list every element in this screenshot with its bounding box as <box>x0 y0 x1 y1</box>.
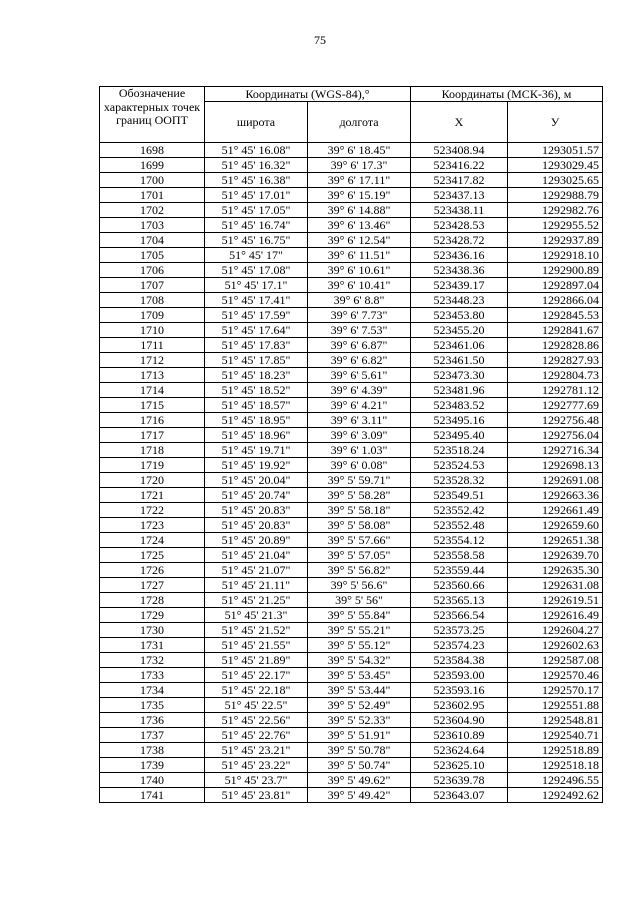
cell-x-coordinate: 523448.23 <box>411 293 508 308</box>
header-row-top <box>100 87 603 102</box>
cell-longitude: 39° 6' 5.61" <box>308 368 411 383</box>
cell-latitude: 51° 45' 17.64" <box>205 323 308 338</box>
table-row <box>100 173 603 188</box>
cell-point-id: 1733 <box>100 668 205 683</box>
table-row <box>100 563 603 578</box>
cell-point-id: 1732 <box>100 653 205 668</box>
cell-point-id: 1741 <box>100 788 205 803</box>
cell-latitude: 51° 45' 21.07" <box>205 563 308 578</box>
cell-point-id: 1707 <box>100 278 205 293</box>
cell-x-coordinate: 523573.25 <box>411 623 508 638</box>
cell-x-coordinate: 523495.16 <box>411 413 508 428</box>
cell-point-id: 1700 <box>100 173 205 188</box>
cell-x-coordinate: 523408.94 <box>411 143 508 158</box>
cell-longitude: 39° 6' 0.08" <box>308 458 411 473</box>
cell-x-coordinate: 523560.66 <box>411 578 508 593</box>
cell-point-id: 1701 <box>100 188 205 203</box>
cell-point-id: 1719 <box>100 458 205 473</box>
cell-latitude: 51° 45' 17.41" <box>205 293 308 308</box>
header-longitude: долгота <box>308 102 411 143</box>
cell-latitude: 51° 45' 21.11" <box>205 578 308 593</box>
header-latitude: широта <box>205 102 308 143</box>
cell-y-coordinate: 1292540.71 <box>508 728 603 743</box>
cell-longitude: 39° 5' 55.84" <box>308 608 411 623</box>
cell-y-coordinate: 1292570.17 <box>508 683 603 698</box>
cell-latitude: 51° 45' 18.52" <box>205 383 308 398</box>
cell-latitude: 51° 45' 17.05" <box>205 203 308 218</box>
cell-x-coordinate: 523436.16 <box>411 248 508 263</box>
cell-latitude: 51° 45' 20.83" <box>205 503 308 518</box>
cell-latitude: 51° 45' 21.25" <box>205 593 308 608</box>
cell-point-id: 1736 <box>100 713 205 728</box>
cell-longitude: 39° 6' 6.82" <box>308 353 411 368</box>
cell-y-coordinate: 1292518.18 <box>508 758 603 773</box>
cell-point-id: 1721 <box>100 488 205 503</box>
table-row <box>100 368 603 383</box>
table-row <box>100 293 603 308</box>
cell-latitude: 51° 45' 20.04" <box>205 473 308 488</box>
cell-point-id: 1711 <box>100 338 205 353</box>
cell-longitude: 39° 5' 58.28" <box>308 488 411 503</box>
cell-longitude: 39° 5' 50.74" <box>308 758 411 773</box>
cell-y-coordinate: 1292781.12 <box>508 383 603 398</box>
cell-x-coordinate: 523625.10 <box>411 758 508 773</box>
cell-x-coordinate: 523428.53 <box>411 218 508 233</box>
cell-x-coordinate: 523483.52 <box>411 398 508 413</box>
cell-point-id: 1737 <box>100 728 205 743</box>
cell-longitude: 39° 5' 57.66" <box>308 533 411 548</box>
cell-point-id: 1716 <box>100 413 205 428</box>
cell-latitude: 51° 45' 17" <box>205 248 308 263</box>
cell-point-id: 1714 <box>100 383 205 398</box>
cell-y-coordinate: 1292937.89 <box>508 233 603 248</box>
cell-longitude: 39° 5' 56.82" <box>308 563 411 578</box>
cell-x-coordinate: 523455.20 <box>411 323 508 338</box>
cell-x-coordinate: 523565.13 <box>411 593 508 608</box>
cell-latitude: 51° 45' 23.21" <box>205 743 308 758</box>
cell-point-id: 1735 <box>100 698 205 713</box>
cell-point-id: 1708 <box>100 293 205 308</box>
table-row <box>100 698 603 713</box>
cell-point-id: 1727 <box>100 578 205 593</box>
cell-x-coordinate: 523417.82 <box>411 173 508 188</box>
table-row <box>100 458 603 473</box>
cell-point-id: 1731 <box>100 638 205 653</box>
cell-y-coordinate: 1292619.51 <box>508 593 603 608</box>
table-row <box>100 728 603 743</box>
cell-x-coordinate: 523518.24 <box>411 443 508 458</box>
cell-longitude: 39° 5' 57.05" <box>308 548 411 563</box>
cell-longitude: 39° 5' 54.32" <box>308 653 411 668</box>
cell-x-coordinate: 523428.72 <box>411 233 508 248</box>
cell-point-id: 1710 <box>100 323 205 338</box>
cell-longitude: 39° 6' 1.03" <box>308 443 411 458</box>
table-row <box>100 308 603 323</box>
cell-point-id: 1723 <box>100 518 205 533</box>
table-row <box>100 593 603 608</box>
cell-x-coordinate: 523461.06 <box>411 338 508 353</box>
table-row <box>100 683 603 698</box>
cell-latitude: 51° 45' 17.1" <box>205 278 308 293</box>
cell-y-coordinate: 1292587.08 <box>508 653 603 668</box>
header-msk36: Координаты (МСК-36), м <box>411 87 603 102</box>
cell-x-coordinate: 523584.38 <box>411 653 508 668</box>
table-row <box>100 488 603 503</box>
cell-latitude: 51° 45' 16.32" <box>205 158 308 173</box>
cell-x-coordinate: 523593.16 <box>411 683 508 698</box>
cell-longitude: 39° 5' 50.78" <box>308 743 411 758</box>
cell-longitude: 39° 5' 52.49" <box>308 698 411 713</box>
table-row <box>100 548 603 563</box>
cell-point-id: 1698 <box>100 143 205 158</box>
table-row <box>100 413 603 428</box>
cell-longitude: 39° 6' 17.11" <box>308 173 411 188</box>
cell-latitude: 51° 45' 20.83" <box>205 518 308 533</box>
table-row <box>100 623 603 638</box>
cell-longitude: 39° 6' 10.61" <box>308 263 411 278</box>
cell-point-id: 1699 <box>100 158 205 173</box>
cell-x-coordinate: 523602.95 <box>411 698 508 713</box>
table-row <box>100 518 603 533</box>
cell-longitude: 39° 6' 3.11" <box>308 413 411 428</box>
cell-latitude: 51° 45' 18.57" <box>205 398 308 413</box>
cell-y-coordinate: 1292639.70 <box>508 548 603 563</box>
cell-x-coordinate: 523438.36 <box>411 263 508 278</box>
table-row <box>100 278 603 293</box>
table-row <box>100 578 603 593</box>
cell-latitude: 51° 45' 21.55" <box>205 638 308 653</box>
table-row <box>100 473 603 488</box>
header-point-designation: Обозначение характерных точек границ ООПТ <box>100 87 205 143</box>
cell-latitude: 51° 45' 23.22" <box>205 758 308 773</box>
cell-y-coordinate: 1292804.73 <box>508 368 603 383</box>
cell-longitude: 39° 5' 53.45" <box>308 668 411 683</box>
table-row <box>100 638 603 653</box>
cell-latitude: 51° 45' 17.01" <box>205 188 308 203</box>
cell-x-coordinate: 523559.44 <box>411 563 508 578</box>
cell-x-coordinate: 523639.78 <box>411 773 508 788</box>
table-row <box>100 788 603 803</box>
cell-longitude: 39° 6' 7.53" <box>308 323 411 338</box>
cell-x-coordinate: 523643.07 <box>411 788 508 803</box>
cell-x-coordinate: 523604.90 <box>411 713 508 728</box>
cell-longitude: 39° 6' 7.73" <box>308 308 411 323</box>
cell-latitude: 51° 45' 19.71" <box>205 443 308 458</box>
cell-y-coordinate: 1292635.30 <box>508 563 603 578</box>
header-x: X <box>411 102 508 143</box>
cell-latitude: 51° 45' 22.18" <box>205 683 308 698</box>
cell-longitude: 39° 5' 59.71" <box>308 473 411 488</box>
cell-latitude: 51° 45' 20.89" <box>205 533 308 548</box>
cell-longitude: 39° 6' 6.87" <box>308 338 411 353</box>
table-row <box>100 653 603 668</box>
cell-longitude: 39° 5' 56.6" <box>308 578 411 593</box>
cell-point-id: 1729 <box>100 608 205 623</box>
cell-longitude: 39° 6' 11.51" <box>308 248 411 263</box>
cell-y-coordinate: 1292716.34 <box>508 443 603 458</box>
cell-x-coordinate: 523439.17 <box>411 278 508 293</box>
cell-point-id: 1738 <box>100 743 205 758</box>
cell-point-id: 1722 <box>100 503 205 518</box>
cell-x-coordinate: 523558.58 <box>411 548 508 563</box>
cell-point-id: 1730 <box>100 623 205 638</box>
cell-y-coordinate: 1292918.10 <box>508 248 603 263</box>
cell-y-coordinate: 1292570.46 <box>508 668 603 683</box>
cell-y-coordinate: 1292841.67 <box>508 323 603 338</box>
cell-y-coordinate: 1292548.81 <box>508 713 603 728</box>
cell-longitude: 39° 5' 55.12" <box>308 638 411 653</box>
table-row <box>100 713 603 728</box>
cell-latitude: 51° 45' 21.52" <box>205 623 308 638</box>
cell-latitude: 51° 45' 21.3" <box>205 608 308 623</box>
cell-y-coordinate: 1292988.79 <box>508 188 603 203</box>
cell-x-coordinate: 523453.80 <box>411 308 508 323</box>
cell-y-coordinate: 1292492.62 <box>508 788 603 803</box>
cell-point-id: 1709 <box>100 308 205 323</box>
cell-longitude: 39° 5' 49.62" <box>308 773 411 788</box>
table-row <box>100 143 603 158</box>
cell-point-id: 1717 <box>100 428 205 443</box>
cell-y-coordinate: 1292551.88 <box>508 698 603 713</box>
cell-y-coordinate: 1292845.53 <box>508 308 603 323</box>
cell-longitude: 39° 5' 53.44" <box>308 683 411 698</box>
cell-longitude: 39° 6' 12.54" <box>308 233 411 248</box>
cell-latitude: 51° 45' 17.59" <box>205 308 308 323</box>
cell-point-id: 1703 <box>100 218 205 233</box>
cell-y-coordinate: 1292496.55 <box>508 773 603 788</box>
cell-point-id: 1728 <box>100 593 205 608</box>
cell-point-id: 1715 <box>100 398 205 413</box>
cell-point-id: 1726 <box>100 563 205 578</box>
cell-point-id: 1724 <box>100 533 205 548</box>
cell-x-coordinate: 523574.23 <box>411 638 508 653</box>
cell-latitude: 51° 45' 18.95" <box>205 413 308 428</box>
table-row <box>100 338 603 353</box>
cell-point-id: 1704 <box>100 233 205 248</box>
cell-latitude: 51° 45' 16.38" <box>205 173 308 188</box>
cell-y-coordinate: 1292518.89 <box>508 743 603 758</box>
table-row <box>100 263 603 278</box>
cell-longitude: 39° 5' 56" <box>308 593 411 608</box>
cell-y-coordinate: 1293051.57 <box>508 143 603 158</box>
cell-y-coordinate: 1292900.89 <box>508 263 603 278</box>
cell-latitude: 51° 45' 17.85" <box>205 353 308 368</box>
cell-x-coordinate: 523528.32 <box>411 473 508 488</box>
cell-y-coordinate: 1292691.08 <box>508 473 603 488</box>
cell-y-coordinate: 1292866.04 <box>508 293 603 308</box>
cell-latitude: 51° 45' 18.23" <box>205 368 308 383</box>
table-row <box>100 248 603 263</box>
coordinates-table <box>99 86 603 803</box>
cell-point-id: 1713 <box>100 368 205 383</box>
cell-y-coordinate: 1292616.49 <box>508 608 603 623</box>
cell-y-coordinate: 1292663.36 <box>508 488 603 503</box>
cell-x-coordinate: 523552.42 <box>411 503 508 518</box>
cell-longitude: 39° 6' 3.09" <box>308 428 411 443</box>
cell-x-coordinate: 523437.13 <box>411 188 508 203</box>
table-row <box>100 533 603 548</box>
cell-y-coordinate: 1292828.86 <box>508 338 603 353</box>
cell-x-coordinate: 523624.64 <box>411 743 508 758</box>
table-row <box>100 158 603 173</box>
cell-latitude: 51° 45' 21.04" <box>205 548 308 563</box>
cell-y-coordinate: 1292756.48 <box>508 413 603 428</box>
table-row <box>100 743 603 758</box>
table-row <box>100 428 603 443</box>
cell-latitude: 51° 45' 17.83" <box>205 338 308 353</box>
cell-y-coordinate: 1292631.08 <box>508 578 603 593</box>
cell-x-coordinate: 523610.89 <box>411 728 508 743</box>
cell-longitude: 39° 6' 8.8" <box>308 293 411 308</box>
table-row <box>100 203 603 218</box>
table-row <box>100 443 603 458</box>
cell-y-coordinate: 1292651.38 <box>508 533 603 548</box>
cell-x-coordinate: 523481.96 <box>411 383 508 398</box>
cell-y-coordinate: 1292827.93 <box>508 353 603 368</box>
cell-point-id: 1739 <box>100 758 205 773</box>
cell-point-id: 1705 <box>100 248 205 263</box>
table-row <box>100 188 603 203</box>
cell-point-id: 1740 <box>100 773 205 788</box>
cell-y-coordinate: 1293025.65 <box>508 173 603 188</box>
cell-y-coordinate: 1292602.63 <box>508 638 603 653</box>
cell-latitude: 51° 45' 16.75" <box>205 233 308 248</box>
cell-y-coordinate: 1292982.76 <box>508 203 603 218</box>
cell-latitude: 51° 45' 22.76" <box>205 728 308 743</box>
cell-latitude: 51° 45' 22.5" <box>205 698 308 713</box>
cell-point-id: 1706 <box>100 263 205 278</box>
header-wgs84: Координаты (WGS-84),° <box>205 87 411 102</box>
table-row <box>100 383 603 398</box>
cell-longitude: 39° 6' 15.19" <box>308 188 411 203</box>
cell-longitude: 39° 5' 51.91" <box>308 728 411 743</box>
table-row <box>100 398 603 413</box>
cell-latitude: 51° 45' 21.89" <box>205 653 308 668</box>
cell-longitude: 39° 6' 13.46" <box>308 218 411 233</box>
cell-x-coordinate: 523495.40 <box>411 428 508 443</box>
cell-y-coordinate: 1292897.04 <box>508 278 603 293</box>
table-row <box>100 668 603 683</box>
cell-x-coordinate: 523549.51 <box>411 488 508 503</box>
cell-y-coordinate: 1292661.49 <box>508 503 603 518</box>
cell-y-coordinate: 1292659.60 <box>508 518 603 533</box>
cell-latitude: 51° 45' 16.08" <box>205 143 308 158</box>
cell-longitude: 39° 5' 58.08" <box>308 518 411 533</box>
cell-latitude: 51° 45' 16.74" <box>205 218 308 233</box>
cell-latitude: 51° 45' 23.7" <box>205 773 308 788</box>
table-row <box>100 503 603 518</box>
cell-y-coordinate: 1293029.45 <box>508 158 603 173</box>
cell-longitude: 39° 6' 4.39" <box>308 383 411 398</box>
cell-longitude: 39° 5' 55.21" <box>308 623 411 638</box>
cell-point-id: 1725 <box>100 548 205 563</box>
cell-longitude: 39° 6' 4.21" <box>308 398 411 413</box>
header-y: У <box>508 102 603 143</box>
cell-longitude: 39° 6' 10.41" <box>308 278 411 293</box>
cell-point-id: 1712 <box>100 353 205 368</box>
cell-y-coordinate: 1292777.69 <box>508 398 603 413</box>
cell-x-coordinate: 523524.53 <box>411 458 508 473</box>
cell-longitude: 39° 5' 58.18" <box>308 503 411 518</box>
cell-y-coordinate: 1292756.04 <box>508 428 603 443</box>
cell-x-coordinate: 523416.22 <box>411 158 508 173</box>
cell-x-coordinate: 523593.00 <box>411 668 508 683</box>
cell-x-coordinate: 523552.48 <box>411 518 508 533</box>
cell-latitude: 51° 45' 17.08" <box>205 263 308 278</box>
table-row <box>100 218 603 233</box>
cell-latitude: 51° 45' 22.17" <box>205 668 308 683</box>
cell-latitude: 51° 45' 22.56" <box>205 713 308 728</box>
cell-x-coordinate: 523554.12 <box>411 533 508 548</box>
cell-longitude: 39° 5' 49.42" <box>308 788 411 803</box>
cell-point-id: 1718 <box>100 443 205 458</box>
cell-y-coordinate: 1292698.13 <box>508 458 603 473</box>
cell-latitude: 51° 45' 23.81" <box>205 788 308 803</box>
table-row <box>100 323 603 338</box>
cell-x-coordinate: 523473.30 <box>411 368 508 383</box>
table-row <box>100 233 603 248</box>
cell-latitude: 51° 45' 20.74" <box>205 488 308 503</box>
cell-y-coordinate: 1292955.52 <box>508 218 603 233</box>
cell-longitude: 39° 6' 18.45" <box>308 143 411 158</box>
table-body <box>100 143 603 803</box>
cell-y-coordinate: 1292604.27 <box>508 623 603 638</box>
cell-latitude: 51° 45' 19.92" <box>205 458 308 473</box>
cell-point-id: 1734 <box>100 683 205 698</box>
table-row <box>100 608 603 623</box>
page-number: 75 <box>314 33 326 47</box>
table-row <box>100 773 603 788</box>
table-row <box>100 758 603 773</box>
cell-longitude: 39° 5' 52.33" <box>308 713 411 728</box>
cell-longitude: 39° 6' 14.88" <box>308 203 411 218</box>
table-row <box>100 353 603 368</box>
cell-point-id: 1720 <box>100 473 205 488</box>
cell-longitude: 39° 6' 17.3" <box>308 158 411 173</box>
cell-point-id: 1702 <box>100 203 205 218</box>
cell-x-coordinate: 523438.11 <box>411 203 508 218</box>
cell-x-coordinate: 523461.50 <box>411 353 508 368</box>
cell-latitude: 51° 45' 18.96" <box>205 428 308 443</box>
cell-x-coordinate: 523566.54 <box>411 608 508 623</box>
